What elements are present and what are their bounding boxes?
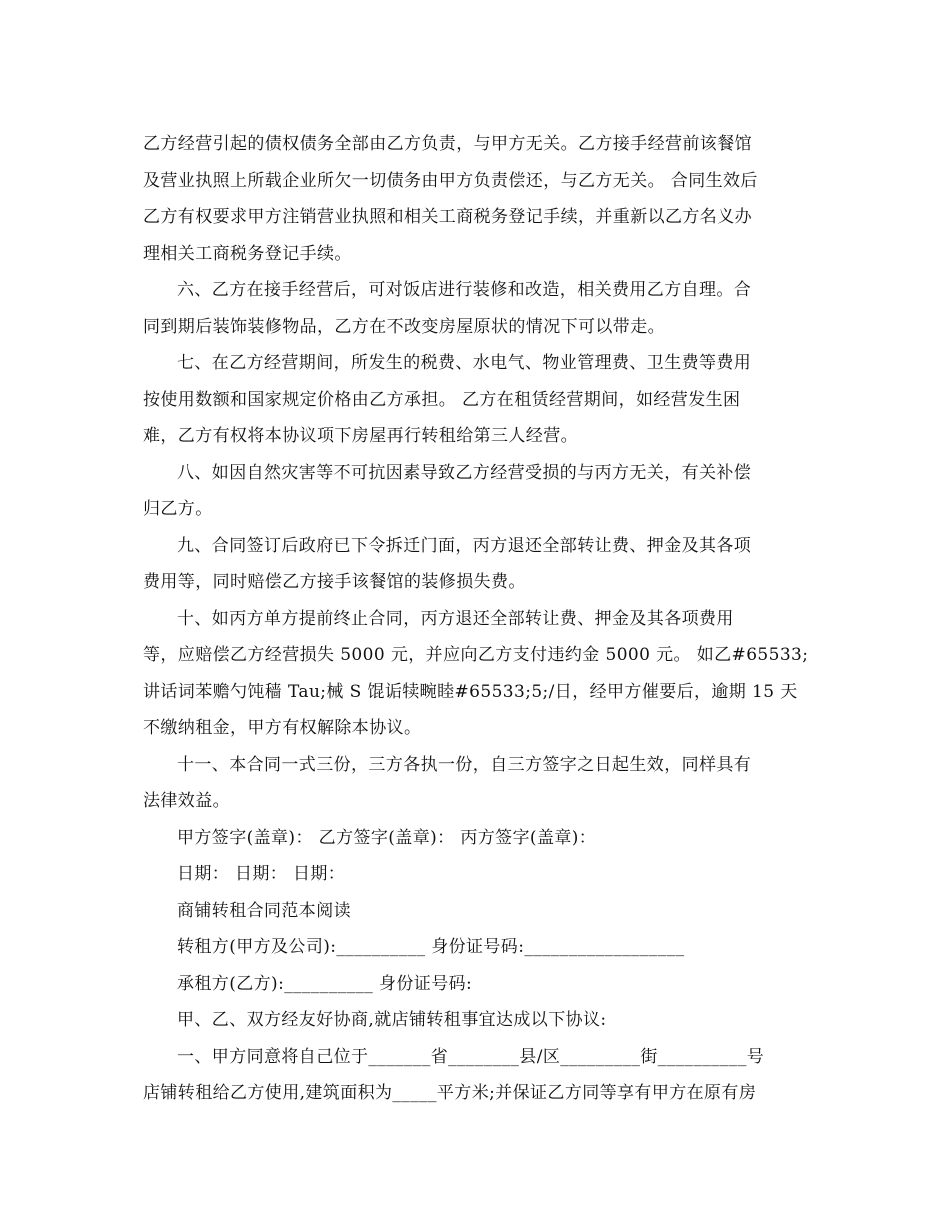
text-line: 归乙方。 bbox=[143, 499, 213, 519]
text-line: 难，乙方有权将本协议项下房屋再行转租给第三人经营。 bbox=[143, 426, 578, 446]
text-line: 一、甲方同意将自己位于_______省________县/区_________街__________号 bbox=[177, 1046, 765, 1067]
text-line: 乙方有权要求甲方注销营业执照和相关工商税务登记手续，并重新以乙方名义办 bbox=[143, 207, 752, 227]
text-line: 费用等，同时赔偿乙方接手该餐馆的装修损失费。 bbox=[143, 572, 526, 592]
sublessee-line: 承租方(乙方):__________ 身份证号码: bbox=[177, 973, 473, 994]
text-line: 讲话词苯赡勺饨穑 Tau;械 S 馄诟犊畹睦#65533;5;/日，经甲方催要后，逾期 15 天 bbox=[143, 681, 798, 702]
signature-line: 甲方签字(盖章)： 乙方签字(盖章)： 丙方签字(盖章)： bbox=[177, 827, 597, 848]
preamble: 甲、乙、双方经友好协商,就店铺转租事宜达成以下协议: bbox=[177, 1010, 607, 1030]
text-line: 不缴纳租金，甲方有权解除本协议。 bbox=[143, 718, 422, 738]
date-line: 日期： 日期： 日期： bbox=[177, 864, 346, 884]
section-title: 商铺转租合同范本阅读 bbox=[177, 900, 351, 921]
clause-10 bbox=[143, 601, 809, 747]
clause-7 bbox=[143, 345, 803, 455]
text-line: 店铺转租给乙方使用,建筑面积为_____平方米;并保证乙方同等享有甲方在原有房 bbox=[143, 1083, 757, 1103]
document-body bbox=[143, 126, 809, 1112]
clause-9 bbox=[143, 528, 803, 601]
text-line: 十、如丙方单方提前终止合同，丙方退还全部转让费、押金及其各项费用 bbox=[177, 608, 734, 629]
sublessor-line: 转租方(甲方及公司):__________ 身份证号码:__________________ bbox=[177, 937, 685, 957]
text-line: 六、乙方在接手经营后，可对饭店进行装修和改造，相关费用乙方自理。合 bbox=[177, 280, 752, 300]
clause-1 bbox=[143, 1039, 803, 1112]
text-line: 等，应赔偿乙方经营损失 5000 元，并应向乙方支付违约金 5000 元。 如乙#65533; bbox=[143, 645, 809, 665]
text-line: 及营业执照上所载企业所欠一切债务由甲方负责偿还，与乙方无关。 合同生效后 bbox=[143, 170, 758, 191]
text-line: 法律效益。 bbox=[143, 791, 230, 811]
text-line: 八、如因自然灾害等不可抗因素导致乙方经营受损的与丙方无关，有关补偿 bbox=[177, 462, 752, 483]
text-line: 七、在乙方经营期间，所发生的税费、水电气、物业管理费、卫生费等费用 bbox=[177, 353, 752, 373]
clause-6 bbox=[143, 272, 803, 345]
text-line: 十一、本合同一式三份，三方各执一份，自三方签字之日起生效，同样具有 bbox=[177, 754, 752, 775]
text-line: 按使用数额和国家规定价格由乙方承担。 乙方在租赁经营期间，如经营发生困 bbox=[143, 389, 741, 410]
clause-11 bbox=[143, 747, 803, 820]
clause-8 bbox=[143, 455, 803, 528]
text-line: 九、合同签订后政府已下令拆迁门面，丙方退还全部转让费、押金及其各项 bbox=[177, 535, 752, 556]
paragraph-debts bbox=[143, 126, 803, 272]
text-line: 同到期后装饰装修物品，乙方在不改变房屋原状的情况下可以带走。 bbox=[143, 316, 665, 337]
text-line: 理相关工商税务登记手续。 bbox=[143, 243, 352, 264]
text-line: 乙方经营引起的债权债务全部由乙方负责，与甲方无关。乙方接手经营前该餐馆 bbox=[143, 134, 752, 154]
